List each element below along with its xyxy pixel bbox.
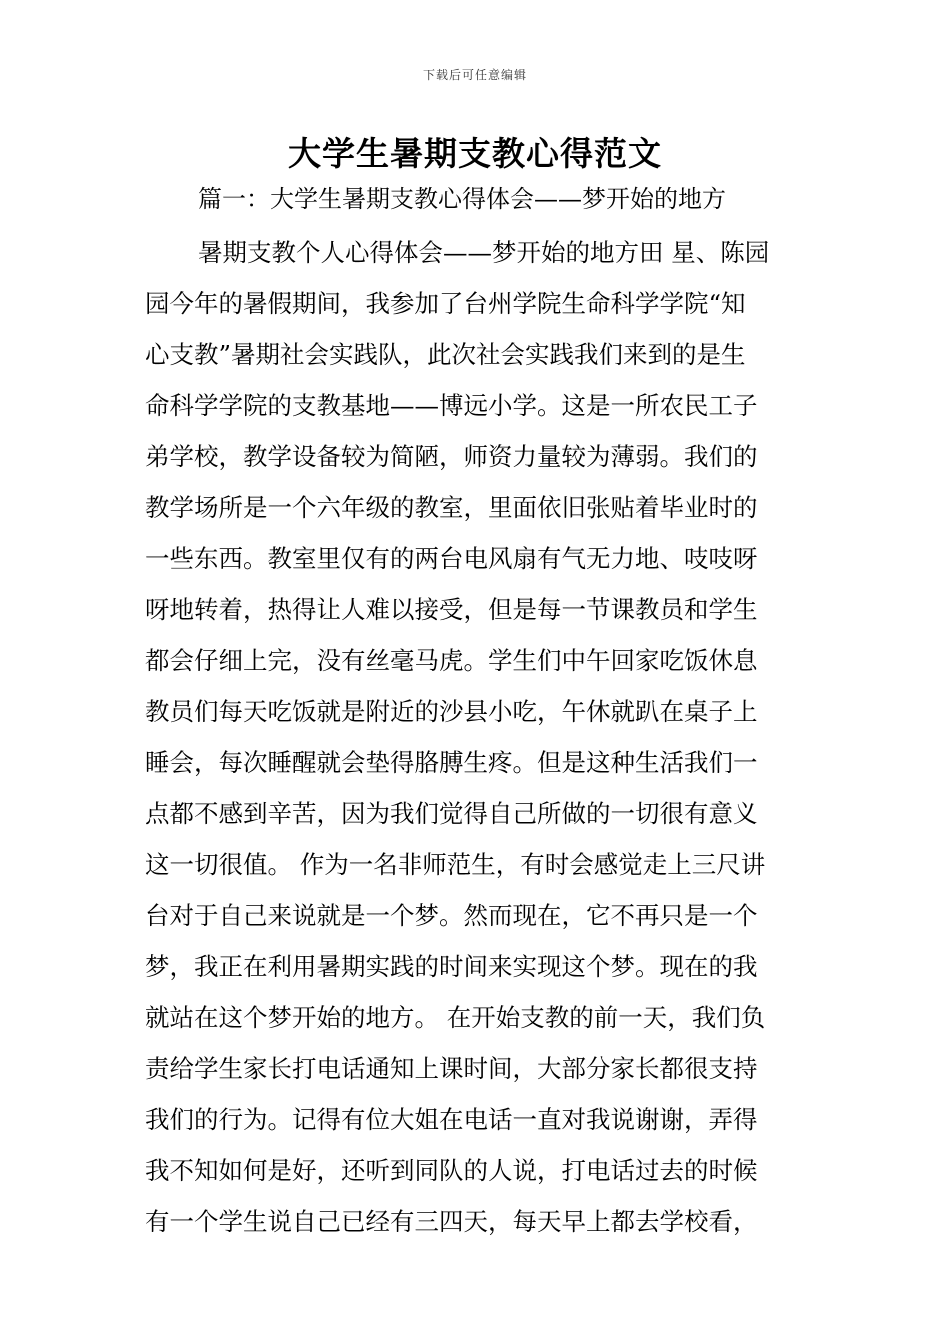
body-line: 教员们每天吃饭就是附近的沙县小吃，午休就趴在桌子上 bbox=[145, 697, 758, 726]
body-line: 责给学生家长打电话通知上课时间，大部分家长都很支持 bbox=[145, 1054, 758, 1083]
body-line: 呀地转着，热得让人难以接受，但是每一节课教员和学生 bbox=[145, 595, 758, 624]
document-title: 大学生暑期支教心得范文 bbox=[288, 134, 662, 173]
body-line: 暑期支教个人心得体会——梦开始的地方田 星、陈园 bbox=[198, 238, 770, 267]
body-line: 我们的行为。记得有位大姐在电话一直对我说谢谢，弄得 bbox=[145, 1105, 758, 1134]
body-paragraph bbox=[145, 227, 807, 1247]
body-line: 都会仔细上完，没有丝毫马虎。学生们中午回家吃饭休息 bbox=[145, 646, 758, 675]
body-line: 命科学学院的支教基地——博远小学。这是一所农民工子 bbox=[145, 391, 758, 420]
header-note: 下载后可任意编辑 bbox=[422, 68, 527, 82]
body-line: 睡会，每次睡醒就会垫得胳膊生疼。但是这种生活我们一 bbox=[145, 748, 758, 777]
body-line: 这一切很值。 作为一名非师范生，有时会感觉走上三尺讲 bbox=[145, 850, 766, 879]
body-line: 有一个学生说自己已经有三四天，每天早上都去学校看， bbox=[145, 1207, 758, 1236]
body-line: 教学场所是一个六年级的教室，里面依旧张贴着毕业时的 bbox=[145, 493, 758, 522]
body-line: 就站在这个梦开始的地方。 在开始支教的前一天，我们负 bbox=[145, 1003, 766, 1032]
body-line: 一些东西。教室里仅有的两台电风扇有气无力地、吱吱呀 bbox=[145, 544, 758, 573]
body-line: 台对于自己来说就是一个梦。然而现在，它不再只是一个 bbox=[145, 901, 758, 930]
body-line: 心支教”暑期社会实践队，此次社会实践我们来到的是生 bbox=[145, 340, 746, 369]
body-line: 弟学校，教学设备较为简陋，师资力量较为薄弱。我们的 bbox=[145, 442, 758, 471]
document-subtitle: 篇一：大学生暑期支教心得体会——梦开始的地方 bbox=[198, 185, 726, 213]
body-line: 点都不感到辛苦，因为我们觉得自己所做的一切很有意义 bbox=[145, 799, 758, 828]
body-line: 园今年的暑假期间，我参加了台州学院生命科学学院“知 bbox=[145, 289, 746, 318]
body-line: 我不知如何是好，还听到同队的人说，打电话过去的时候 bbox=[145, 1156, 758, 1185]
body-line: 梦，我正在利用暑期实践的时间来实现这个梦。现在的我 bbox=[145, 952, 758, 981]
